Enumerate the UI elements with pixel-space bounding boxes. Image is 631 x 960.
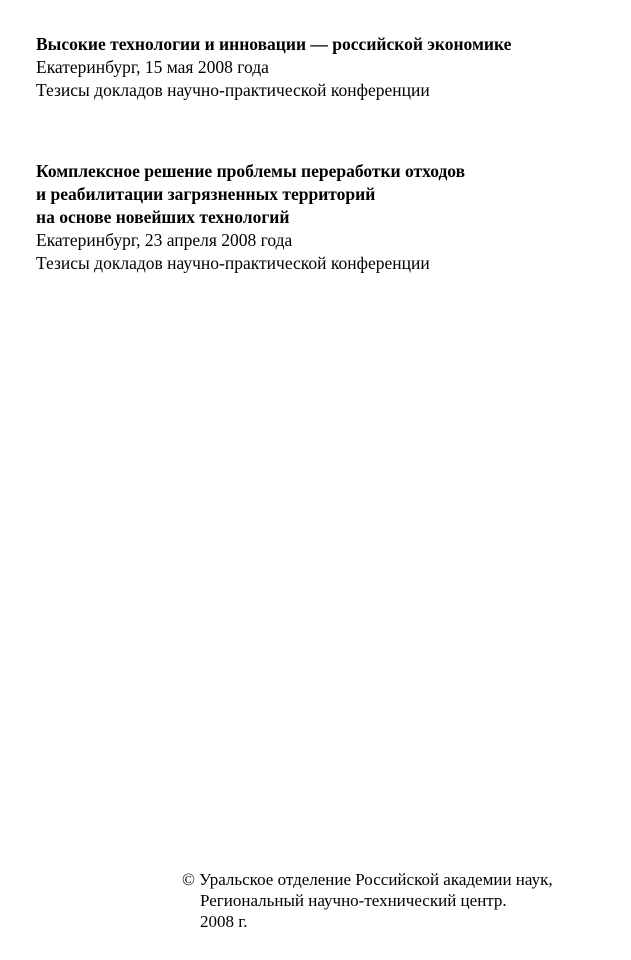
conference-1-subtitle: Тезисы докладов научно-практической конференции	[36, 80, 430, 100]
copyright-line-1: © Уральское отделение Российской академии наук,	[182, 870, 553, 889]
copyright-line-2: Региональный научно-технический центр.	[200, 891, 507, 910]
conference-2-title-line-1: Комплексное решение проблемы переработки отходов	[36, 161, 466, 181]
conference-2-place-date: Екатеринбург, 23 апреля 2008 года	[36, 230, 293, 250]
conference-2-title-line-2: и реабилитации загрязненных территорий	[36, 184, 376, 204]
conference-2-title-line-3: на основе новейших технологий	[36, 207, 290, 227]
copyright-notice	[182, 869, 553, 932]
conference-2-subtitle: Тезисы докладов научно-практической конференции	[36, 253, 430, 273]
conference-2-block	[36, 160, 465, 275]
conference-1-place-date: Екатеринбург, 15 мая 2008 года	[36, 57, 269, 77]
conference-1-title: Высокие технологии и инновации — российской экономике	[36, 34, 512, 54]
conference-1-block	[36, 33, 511, 102]
copyright-line-3: 2008 г.	[200, 912, 248, 931]
